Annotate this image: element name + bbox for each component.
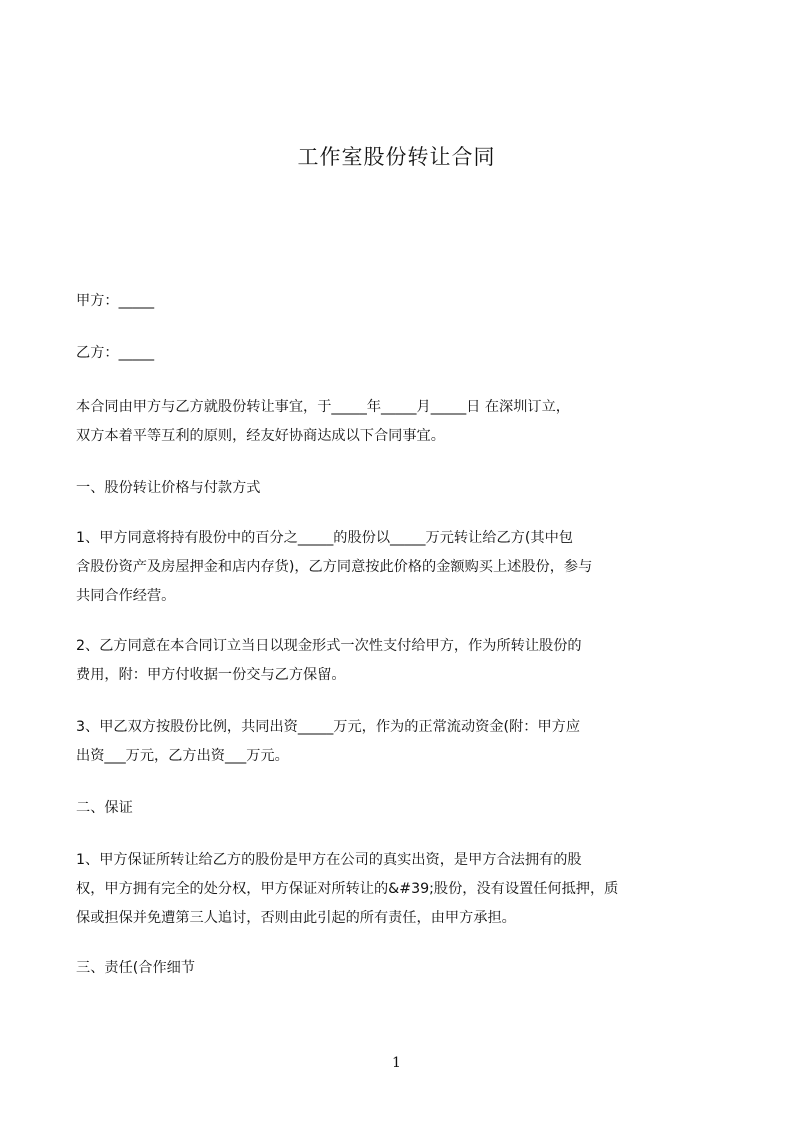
section-1-clause-3 (76, 713, 708, 771)
paragraph-line: 本合同由甲方与乙方就股份转让事宜，于_____年_____月_____日 在深圳订立， (76, 399, 570, 415)
paragraph-line: 保或担保并免遭第三人追讨，否则由此引起的所有责任，由甲方承担。 (76, 910, 516, 926)
section-3-heading (76, 954, 708, 983)
party-a-text: 甲方：_____ (76, 293, 155, 309)
section-heading-text: 一、股份转让价格与付款方式 (76, 480, 261, 496)
preamble-paragraph (76, 393, 708, 451)
section-heading-text: 三、责任(合作细节 (76, 960, 196, 976)
section-1-clause-2 (76, 632, 708, 690)
paragraph-line: 出资___万元，乙方出资___万元。 (76, 748, 289, 764)
party-b-text: 乙方：_____ (76, 345, 155, 361)
party-a-line (76, 287, 708, 316)
document-title: 工作室股份转让合同 (297, 145, 496, 169)
section-2-heading (76, 794, 708, 823)
section-1-heading (76, 474, 708, 503)
paragraph-line: 1、甲方同意将持有股份中的百分之_____的股份以_____万元转让给乙方(其中包 (76, 530, 573, 546)
paragraph-line: 双方本着平等互利的原则，经友好协商达成以下合同事宜。 (76, 428, 445, 444)
section-1-clause-1 (76, 524, 708, 611)
paragraph-line: 3、甲乙双方按股份比例，共同出资_____万元，作为的正常流动资金(附：甲方应 (76, 719, 581, 735)
section-heading-text: 二、保证 (76, 800, 133, 816)
paragraph-line: 费用，附：甲方付收据一份交与乙方保留。 (76, 667, 346, 683)
paragraph-line: 权，甲方拥有完全的处分权，甲方保证对所转让的&#39;股份，没有设置任何抵押，质 (76, 881, 619, 897)
party-b-line (76, 339, 708, 368)
paragraph-line: 含股份资产及房屋押金和店内存货)，乙方同意按此价格的金额购买上述股份，参与 (76, 559, 593, 575)
page-number: 1 (392, 1055, 401, 1071)
paragraph-line: 2、乙方同意在本合同订立当日以现金形式一次性支付给甲方，作为所转让股份的 (76, 638, 582, 654)
section-2-clause-1 (76, 846, 708, 933)
paragraph-line: 共同合作经营。 (76, 588, 176, 604)
paragraph-line: 1、甲方保证所转让给乙方的股份是甲方在公司的真实出资，是甲方合法拥有的股 (76, 852, 582, 868)
